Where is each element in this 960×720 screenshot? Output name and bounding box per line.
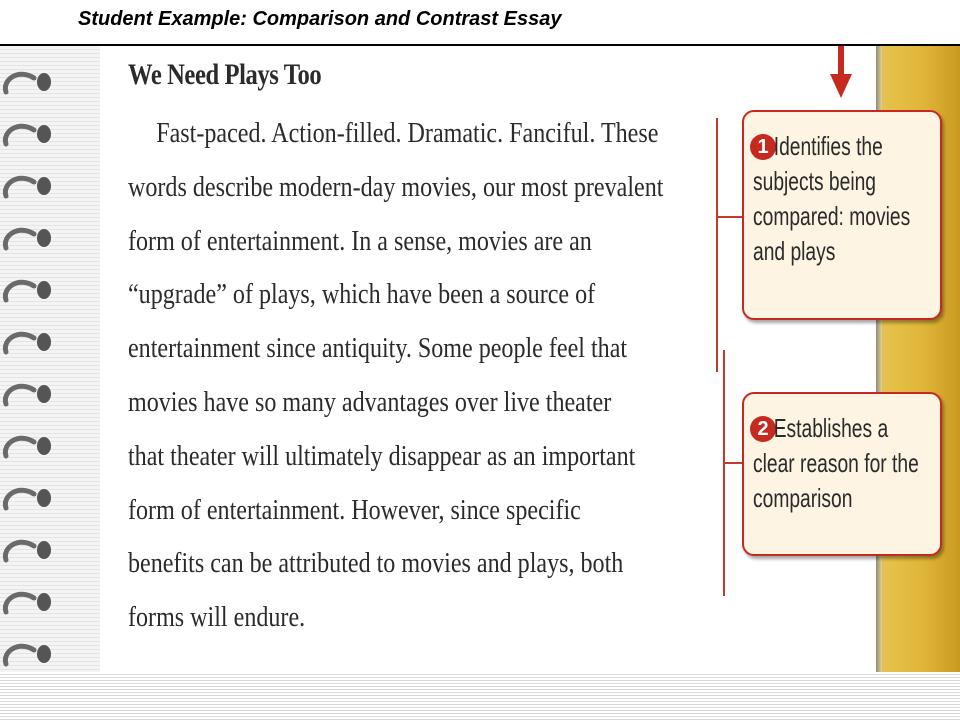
essay-line: “upgrade” of plays, which have been a source of bbox=[128, 278, 596, 311]
spiral-ring bbox=[5, 126, 34, 144]
annotation-number-1: 1 bbox=[750, 134, 776, 160]
essay-line: Fast-paced. Action-filled. Dramatic. Fanciful. These bbox=[156, 117, 659, 149]
annotation-number-2: 2 bbox=[750, 416, 776, 442]
annotation-bracket-2 bbox=[723, 350, 725, 596]
spiral-hole bbox=[37, 125, 51, 143]
essay-line: that theater will ultimately disappear as an important bbox=[128, 439, 636, 472]
essay-line: movies have so many advantages over live theater bbox=[128, 385, 612, 418]
spiral-hole bbox=[37, 489, 51, 507]
essay-paragraph bbox=[128, 107, 709, 645]
spiral-hole bbox=[37, 541, 51, 559]
spiral-ring bbox=[5, 646, 34, 664]
slide-title: Student Example: Comparison and Contrast Essay bbox=[78, 8, 562, 30]
spiral-hole bbox=[37, 73, 51, 91]
spiral-ring bbox=[5, 594, 34, 612]
spiral-hole bbox=[37, 177, 51, 195]
pointer-arrow-icon bbox=[828, 46, 854, 100]
annotation-connector-1 bbox=[716, 216, 744, 218]
essay-line: form of entertainment. In a sense, movies are an bbox=[128, 224, 592, 257]
annotation-text-1: Identifies the subjects being compared: movies and plays bbox=[753, 131, 911, 266]
spiral-hole bbox=[37, 281, 51, 299]
spiral-hole bbox=[37, 385, 51, 403]
bottom-ruled-lines bbox=[0, 672, 960, 720]
spiral-hole bbox=[37, 333, 51, 351]
spiral-ring bbox=[5, 178, 34, 196]
spiral-ring bbox=[5, 282, 34, 300]
spiral-ring bbox=[5, 230, 34, 248]
spiral-ring bbox=[5, 334, 34, 352]
annotation-connector-2 bbox=[723, 462, 744, 464]
annotation-callout-2 bbox=[742, 392, 942, 556]
spiral-binding bbox=[0, 46, 100, 672]
spiral-hole bbox=[37, 645, 51, 663]
essay-line: entertainment since antiquity. Some people feel that bbox=[128, 332, 628, 365]
essay-line: words describe modern-day movies, our most prevalent bbox=[128, 170, 664, 203]
spiral-ring bbox=[5, 542, 34, 560]
spiral-hole bbox=[37, 593, 51, 611]
spiral-ring bbox=[5, 490, 34, 508]
spiral-ring bbox=[5, 438, 34, 456]
essay-line: forms will endure. bbox=[128, 601, 306, 634]
annotation-callout-1 bbox=[742, 110, 942, 320]
spiral-hole bbox=[37, 229, 51, 247]
essay-title: We Need Plays Too bbox=[128, 58, 322, 91]
spiral-ring bbox=[5, 74, 34, 92]
spiral-ring bbox=[5, 386, 34, 404]
essay-line: benefits can be attributed to movies and plays, both bbox=[128, 547, 624, 580]
essay-line: form of entertainment. However, since specific bbox=[128, 493, 581, 526]
annotation-text-2: Establishes a clear reason for the comparison bbox=[753, 413, 919, 513]
spiral-hole bbox=[37, 437, 51, 455]
annotation-bracket-1 bbox=[716, 118, 718, 372]
